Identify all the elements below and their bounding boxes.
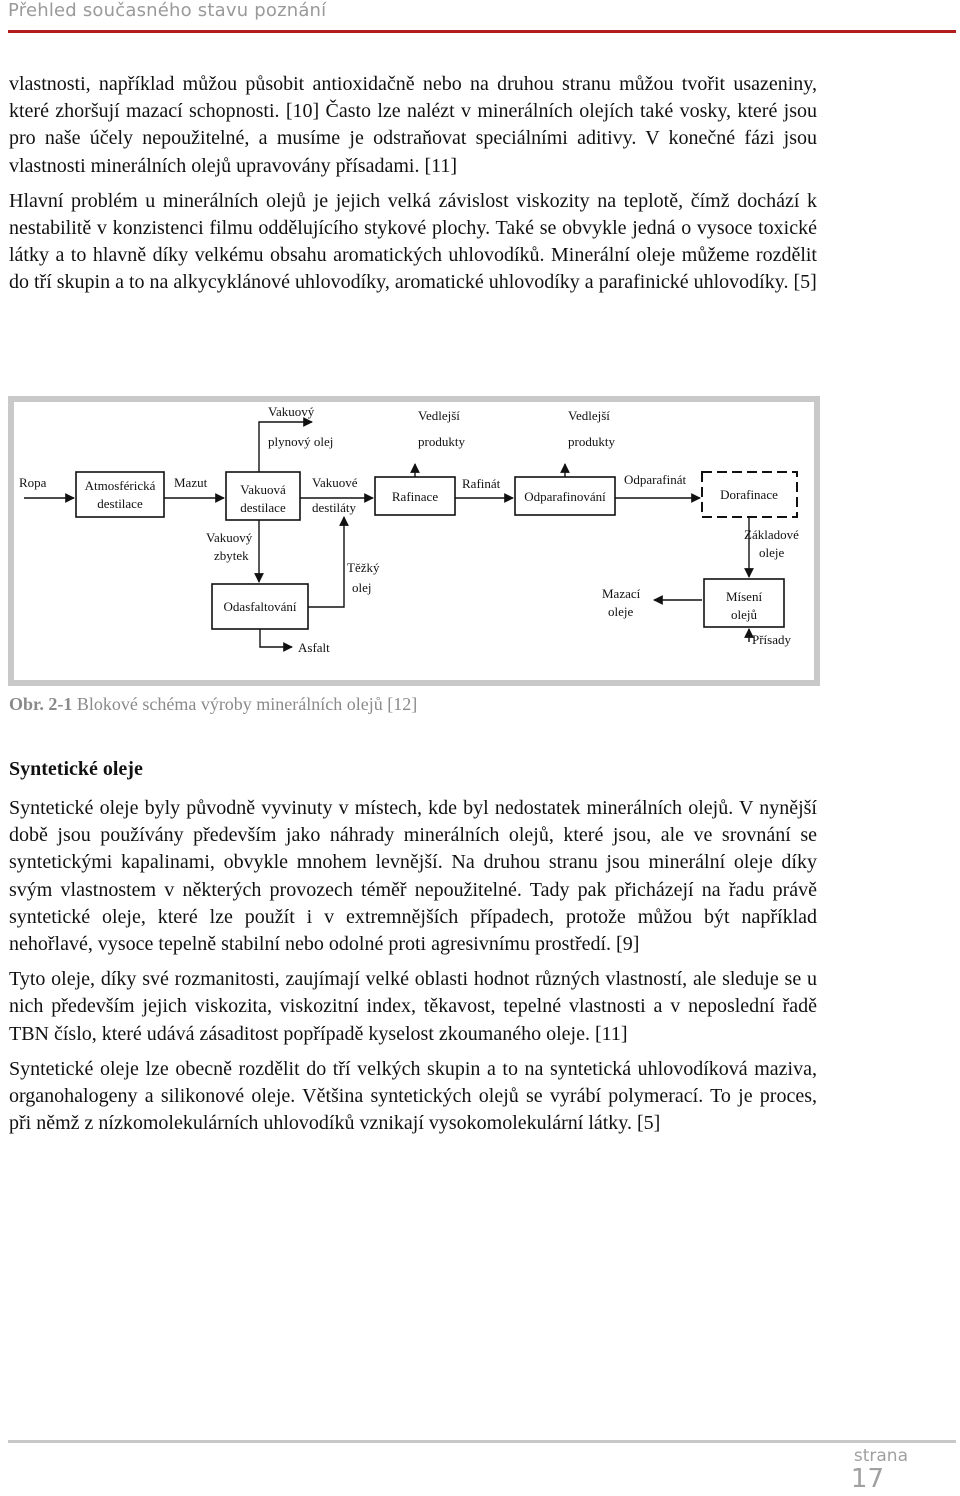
box-label: Atmosférická destilace xyxy=(84,478,156,511)
label-olej: olej xyxy=(352,580,372,595)
box-label: Rafinace xyxy=(391,489,439,504)
paragraph: vlastnosti, například můžou působit antioxidačně nebo na druhou stranu můžou tvořit usazeniny, které zhoršují mazací schopnosti. [10] Často lze nalézt v minerálních olejích také vosky, které jsou pro naše účely nepoužitelné, a musíme je odstraňovat speciálními aditivy. V konečné fázi jsou vlastnosti minerálních olejů upravovány přísadami. [11] xyxy=(9,73,817,177)
page-number: 17 xyxy=(850,1464,884,1494)
label-oleje: oleje xyxy=(759,545,785,560)
label-vakuovy: Vakuový xyxy=(206,530,253,545)
label-prisady: Přísady xyxy=(752,632,791,647)
caption-label: Obr. 2-1 xyxy=(9,694,73,714)
header-rule xyxy=(8,30,956,33)
label-vakuove: Vakuové xyxy=(312,475,358,490)
label-produkty: produkty xyxy=(418,434,465,449)
box-label: Mísení olejů xyxy=(725,589,763,622)
box-label: Odparafinování xyxy=(524,489,606,504)
label-asfalt: Asfalt xyxy=(298,640,330,655)
section-text xyxy=(9,795,817,1137)
caption-text: Blokové schéma výroby minerálních olejů [12] xyxy=(72,694,418,714)
process-diagram xyxy=(14,402,814,680)
section-heading: Syntetické oleje xyxy=(9,758,143,780)
label-oleje: oleje xyxy=(608,604,634,619)
footer-rule xyxy=(8,1440,956,1443)
label-zbytek: zbytek xyxy=(214,548,249,563)
figure-caption xyxy=(9,694,417,715)
intro-text xyxy=(9,71,817,297)
label-rafinat: Rafinát xyxy=(462,476,501,491)
label-odparafinat: Odparafinát xyxy=(624,472,687,487)
label-mazaci: Mazací xyxy=(602,586,641,601)
box-label: Vakuová destilace xyxy=(240,482,286,515)
label-plynovy-olej: plynový olej xyxy=(268,434,334,449)
process-diagram-frame xyxy=(8,396,820,686)
label-destilaty: destiláty xyxy=(312,500,357,515)
paragraph: Syntetické oleje byly původně vyvinuty v místech, kde byl nedostatek minerálních olejů. V nynější době jsou používány především jako náhrady minerálních olejů, které jsou, ale ve srovnání se syntetickými kapalinami, obvykle mnohem levnější. Na druhou stranu jsou minerální oleje díky svým vlastnostem v některých provozech téměř nepoužitelné. Tady pak přicházejí na řadu právě syntetické oleje, které lze použít i v extremnějších případech, protože můžou být například nehořlavé, vysoce tepelně stabilní nebo odolné proti agresivnímu prostředí. [9] xyxy=(9,797,817,956)
paragraph: Hlavní problém u minerálních olejů je jejich velká závislost viskozity na teplotě, čímž dochází k nestabilitě v konzistenci filmu oddělujícího stykové plochy. Také se obvykle jedná o vysoce toxické látky a to hlavně díky velkému obsahu aromatických uhlovodíků. Minerální oleje můžeme rozdělit do tří skupin a to na alkycyklánové uhlovodíky, aromatické uhlovodíky a parafinické uhlovodíky. [5] xyxy=(9,189,817,294)
label-ropa: Ropa xyxy=(19,475,47,490)
label-mazut: Mazut xyxy=(174,475,208,490)
label-vedlejsi: Vedlejší xyxy=(568,408,610,423)
label-produkty: produkty xyxy=(568,434,615,449)
box-label: Dorafinace xyxy=(720,487,778,502)
paragraph: Tyto oleje, díky své rozmanitosti, zaujímají velké oblasti hodnot různých vlastností, ale sleduje se u nich především jejich viskozita, viskozitní index, těkavost, tepelné vlastnosti a v neposlední řadě TBN číslo, které udává zásaditost popřípadě kyselost zkoumaného oleje. [11] xyxy=(9,968,817,1045)
label-tezky: Těžký xyxy=(347,560,380,575)
paragraph: Syntetické oleje lze obecně rozdělit do tří velkých skupin a to na syntetická uhlovodíková maziva, organohalogeny a silikonové oleje. Většina syntetických olejů se vyrábí polymerací. To je proces, při němž z nízkomolekulárních uhlovodíků vznikají vysokomolekulární látky. [5] xyxy=(9,1057,817,1135)
label-zakladove: Základové xyxy=(744,527,799,542)
arrow-asfalt xyxy=(260,629,292,647)
arrow-tezky-olej xyxy=(308,517,344,607)
page-header-title: Přehled současného stavu poznání xyxy=(8,0,327,21)
label-vedlejsi: Vedlejší xyxy=(418,408,460,423)
label-vakuovy-plyn: Vakuový xyxy=(268,404,315,419)
box-label: Odasfaltování xyxy=(223,599,297,614)
footer-page-label: strana xyxy=(853,1446,908,1466)
